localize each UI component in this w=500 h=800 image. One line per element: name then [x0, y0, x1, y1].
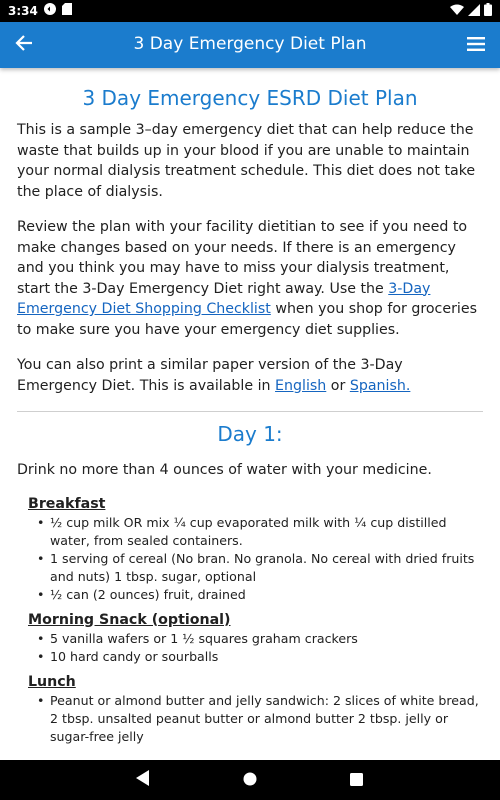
- nav-home-icon: [243, 771, 257, 790]
- shopping-checklist-link[interactable]: 3-Day Emergency Diet Shopping Checklist: [17, 280, 431, 317]
- review-text-before: Review the plan with your facility dietitian to see if you need to make changes based on your needs. If there is an emergency and you think you may have to miss your dialysis treatment, start the 3-Day Emergency Diet right away. Use the: [17, 219, 468, 297]
- meal-lunch: [28, 674, 483, 746]
- english-link[interactable]: English: [275, 377, 327, 394]
- water-note: Drink no more than 4 ounces of water with your medicine.: [17, 462, 432, 478]
- meal-title: Breakfast: [28, 495, 106, 512]
- list-item: • 1 serving of cereal (No bran. No granola. No cereal with dried fruits and nuts) 1 tbsp. sugar, optional: [28, 550, 483, 586]
- print-text-before: You can also print a similar paper version of the 3-Day Emergency Diet. This is available in: [17, 357, 403, 394]
- list-item: • Peanut or almond butter and jelly sandwich: 2 slices of white bread, 2 tbsp. unsalted peanut butter or almond butter 2 tbsp. jelly or sugar-free jelly: [28, 692, 483, 746]
- meal-list: [28, 692, 483, 746]
- hamburger-menu-icon: [467, 36, 485, 55]
- system-nav-bar: [0, 760, 500, 800]
- status-time: 3:34: [8, 3, 38, 18]
- list-item: • 5 vanilla wafers or 1 ½ squares graham crackers: [28, 630, 483, 648]
- app-bar-title: 3 Day Emergency Diet Plan: [133, 34, 367, 54]
- nav-back-icon: [136, 770, 150, 790]
- wifi-icon: [450, 4, 464, 16]
- section-divider: [17, 411, 483, 412]
- print-paragraph: [17, 355, 483, 396]
- menu-button[interactable]: [462, 31, 490, 59]
- list-item: • 10 hard candy or sourballs: [28, 648, 483, 666]
- list-item: • ½ can (2 ounces) fruit, drained: [28, 586, 483, 604]
- list-item: • ½ cup milk OR mix ¼ cup evaporated milk with ¼ cup distilled water, from sealed containers.: [28, 514, 483, 550]
- page-title: 3 Day Emergency ESRD Diet Plan: [82, 86, 418, 110]
- intro-paragraph: This is a sample 3–day emergency diet that can help reduce the waste that builds up in your blood if you are unable to maintain your normal dialysis treatment schedule. This diet does not take the place of dialysis.: [17, 122, 476, 200]
- app-notification-icon: [44, 3, 56, 18]
- spanish-link[interactable]: Spanish.: [349, 377, 411, 394]
- status-bar: [0, 0, 500, 22]
- day-heading: Day 1:: [217, 422, 283, 446]
- sd-card-icon: [62, 3, 72, 18]
- meal-title: Morning Snack (optional): [28, 611, 231, 628]
- review-paragraph: [17, 217, 483, 340]
- meal-breakfast: [28, 496, 483, 604]
- nav-recents-icon: [350, 771, 363, 790]
- battery-icon: [484, 3, 492, 16]
- meal-list: [28, 514, 483, 604]
- review-text-after: when you shop for groceries to make sure you have your emergency diet supplies.: [17, 301, 477, 338]
- print-text-middle: or: [326, 377, 350, 394]
- signal-icon: [468, 4, 480, 16]
- app-bar: [0, 22, 500, 68]
- nav-recents-button[interactable]: [344, 768, 368, 792]
- nav-home-button[interactable]: [238, 768, 262, 792]
- meal-title: Lunch: [28, 673, 76, 690]
- meal-morning-snack: [28, 612, 483, 666]
- meal-list: [28, 630, 483, 666]
- scroll-content[interactable]: [0, 68, 500, 760]
- nav-back-button[interactable]: [131, 768, 155, 792]
